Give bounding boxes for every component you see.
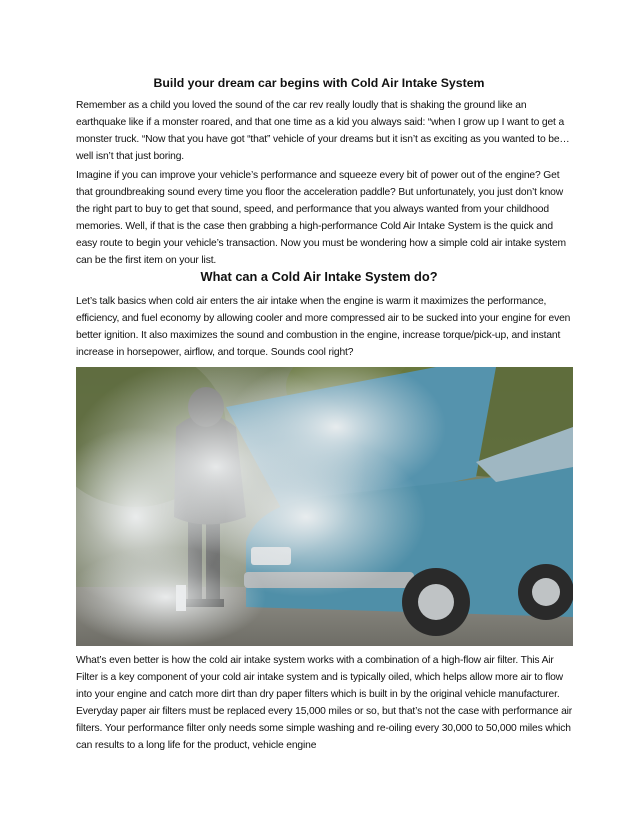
closing-paragraph: What’s even better is how the cold air intake system works with a combination of a high-flow air filter. This Air Filter is a key component of your cold air intake system and is typically oiled, which helps allow more air to flow into your engine and catch more dirt than dry paper filters which is built in by the original vehicle manufacturer. Everyday paper air filters must be replaced every 15,000 miles or so, but that’s not the case with performance air filters. Your performance filter only needs some simple washing and re-oiling every 30,000 to 50,000 miles which can results to a long life for the product, vehicle engine: [76, 655, 573, 751]
document-title: Build your dream car begins with Cold Air Intake System: [153, 76, 485, 90]
section-heading: What can a Cold Air Intake System do?: [200, 269, 438, 284]
intro-paragraph: Remember as a child you loved the sound of the car rev really loudly that is shaking the ground like an earthquake like if a monster roared, and that one time as a kid you always said: “when I grow up I want to get a monster truck. “Now that you have got “that” vehicle of your dreams but it isn’t as exciting as you wanted to be… well isn’t that just boring.: [76, 100, 570, 162]
smoking-car-illustration: [76, 367, 573, 646]
second-paragraph: Imagine if you can improve your vehicle’s performance and squeeze every bit of power out of the engine? Get that groundbreaking sound every time you floor the acceleration paddle? But unfortunately, you just don’t know the right part to buy to get that sound, speed, and performance that you always wanted from your childhood memories. Well, if that is the case then grabbing a high-performance Cold Air Intake System is the quick and easy route to begin your vehicle’s transaction. Now you must be wondering how a simple cold air intake system can be the first item on your list.: [76, 170, 566, 266]
smoking-car-photo: [76, 367, 573, 646]
section-paragraph: Let’s talk basics when cold air enters the air intake when the engine is warm it maximizes the performance, efficiency, and fuel economy by allowing cooler and more compressed air to be sucked into your engine for even better ignition. It also maximizes the sound and combustion in the engine, increase torque/pick-up, and instant increase in horsepower, airflow, and torque. Sounds cool right?: [76, 296, 571, 358]
